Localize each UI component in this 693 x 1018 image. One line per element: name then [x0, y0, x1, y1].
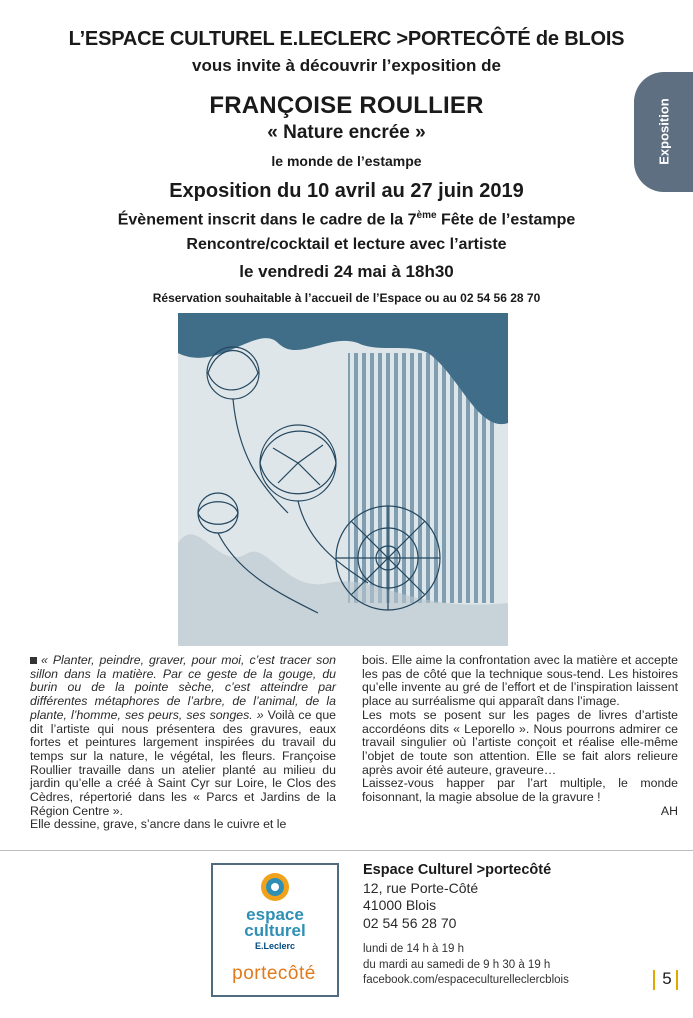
- footer-divider: [0, 850, 693, 851]
- artwork-image: [178, 313, 508, 646]
- contact-organization: Espace Culturel >portecôté: [363, 862, 552, 878]
- exhibition-dates: Exposition du 10 avril au 27 juin 2019: [169, 180, 524, 202]
- article-paragraph: Laissez-vous happer par l’art multiple, le monde foisonnant, la magie absolue de la gravure !: [362, 776, 678, 805]
- exhibition-title: « Nature encrée »: [267, 122, 426, 143]
- opening-hours: [363, 942, 663, 989]
- article-paragraph: Elle dessine, grave, s’ancre dans le cuivre et le: [30, 817, 287, 832]
- event-meeting: Rencontre/cocktail et lecture avec l’artiste: [186, 236, 507, 253]
- logo-word-espace: espace: [246, 905, 304, 924]
- contact-city: 41000 Blois: [363, 897, 437, 913]
- hours-monday: lundi de 14 h à 19 h: [363, 943, 465, 955]
- article-paragraph: [30, 654, 336, 818]
- logo-symbol-icon: [259, 871, 291, 903]
- article-text: Voilà ce que dit l’artiste qui nous présentera des gravures, eaux fortes et peintures largement inspirées du travail du temps sur la nature, le végétal, les fleurs. Françoise Roullier travaille dans un atelier planté au milieu du jardin qu’elle a créé à Saint Cyr sur Loire, le Clos des Cèdres, répertorié dans les « Parcs et Jardins de la Région Centre ».: [30, 707, 336, 818]
- espace-culturel-logo: [211, 863, 339, 997]
- bullet-icon: [30, 657, 37, 664]
- page-number: 5: [662, 969, 672, 988]
- section-tab: [634, 72, 693, 192]
- section-tab-label: Exposition: [656, 98, 672, 165]
- facebook-link[interactable]: facebook.com/espaceculturelleclercblois: [363, 974, 569, 986]
- artwork-illustration: [178, 313, 508, 646]
- article-paragraph: bois. Elle aime la confrontation avec la matière et accepte les pas de côté que la technique sous-tend. Les histoires qu’elle invente au gré de l’effort et de l’inspiration laissent place au surréalisme qui apparaît dans l’image.: [362, 653, 678, 709]
- event-framework-sup: ème: [416, 210, 437, 221]
- page-number-bar-right: [676, 970, 678, 990]
- article-quote: « Planter, peindre, graver, pour moi, c’est tracer son sillon dans la matière. Par ce geste de la gouge, du burin ou de la pointe sèche, c’est atteindre par différentes métaphores de l’arbre, de l’animal, de la plante, l’homme, ses peurs, ses songes. »: [30, 653, 336, 722]
- event-framework-text: Évènement inscrit dans le cadre de la 7: [117, 211, 417, 229]
- hours-tue-sat: du mardi au samedi de 9 h 30 à 19 h: [363, 958, 551, 971]
- contact-phone: 02 54 56 28 70: [363, 914, 457, 931]
- article-column-left: [30, 654, 336, 832]
- event-date: le vendredi 24 mai à 18h30: [239, 262, 454, 281]
- article-column-right: [362, 654, 678, 818]
- contact-address: [363, 862, 663, 932]
- contact-street: 12, rue Porte-Côté: [363, 879, 479, 896]
- artist-name: FRANÇOISE ROULLIER: [209, 92, 484, 119]
- logo-brand: E.Leclerc: [254, 941, 296, 951]
- event-framework: [0, 210, 693, 229]
- event-framework-text-end: Fête de l’estampe: [436, 211, 576, 229]
- header-organizer: L’ESPACE CULTUREL E.LECLERC >PORTECÔTÉ de BLOIS: [68, 28, 625, 50]
- header-invitation: vous invite à découvrir l’exposition de: [192, 56, 501, 75]
- logo-portecote: portecôté: [232, 963, 316, 984]
- logo-word-culturel: culturel: [244, 921, 306, 940]
- exhibition-tagline: le monde de l’estampe: [271, 153, 422, 169]
- page-number-bar-left: [653, 970, 655, 990]
- article-paragraph: Les mots se posent sur les pages de livres d’artiste accordéons dits « Leporello ». Nous pourrons admirer ce travail singulier où l’artiste conçoit et réalise elle-même l’objet de toute son attention. Elle se fait alors relieure après avoir été auteure, graveure…: [362, 707, 678, 777]
- article-signature: AH: [660, 803, 678, 818]
- reservation-note: Réservation souhaitable à l’accueil de l’Espace ou au 02 54 56 28 70: [152, 291, 541, 305]
